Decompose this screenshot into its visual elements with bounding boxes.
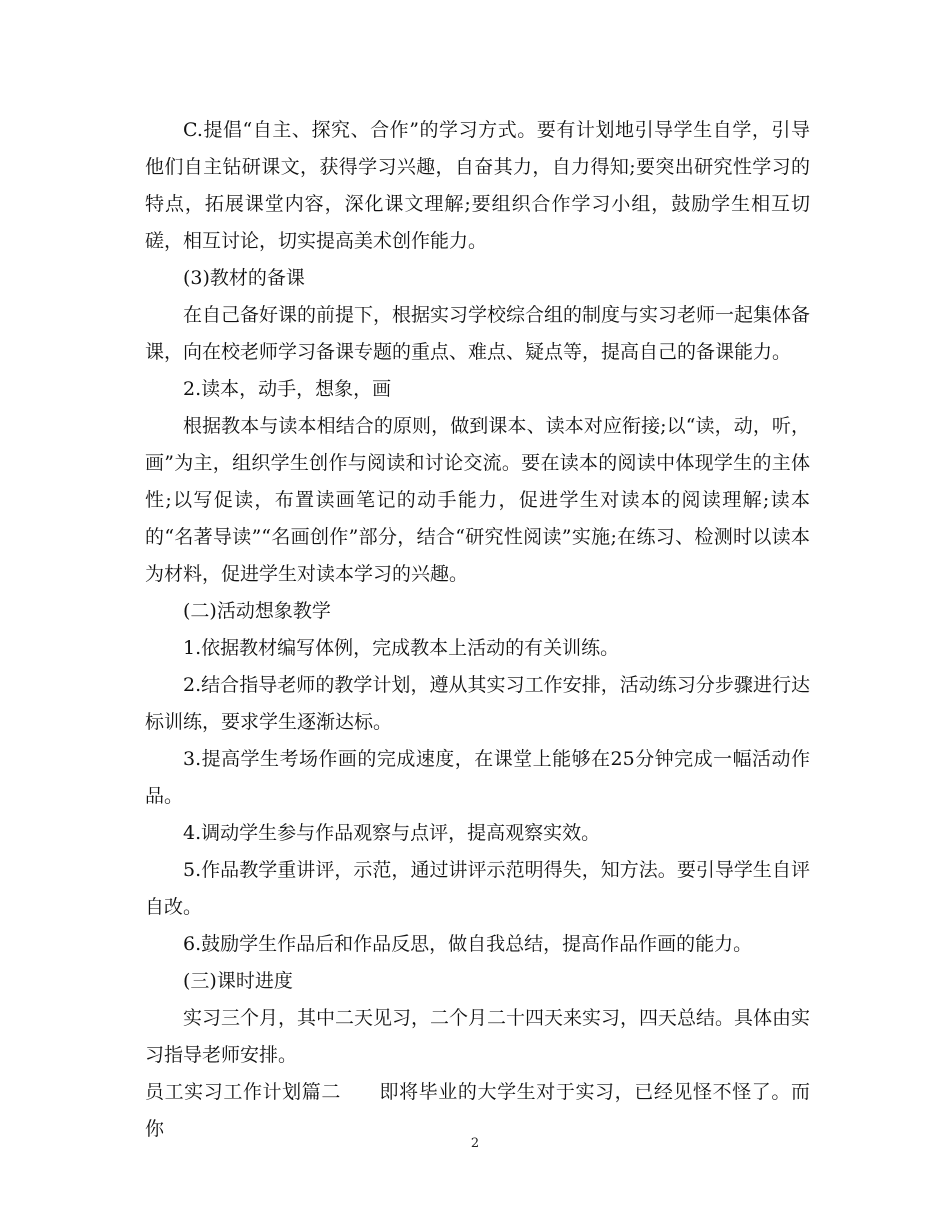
list-item-4: 4.调动学生参与作品观察与点评，提高观察实效。: [183, 822, 601, 844]
list-item-2: 2.结合指导老师的教学计划，遵从其实习工作安排，活动练习分步骤进行达标训练，要求学生逐渐达标。: [145, 674, 810, 733]
paragraph-collective-preparation: 在自己备好课的前提下，根据实习学校综合组的制度与实习老师一起集体备课，向在校老师学习备课专题的重点、难点、疑点等，提高自己的备课能力。: [145, 304, 811, 363]
section-intro-text: 即将毕业的大学生对于实习，已经见怪不怪了。而你: [145, 1081, 810, 1140]
heading-activity-teaching: (二)活动想象教学: [183, 600, 331, 622]
heading-reading-hands-on: 2.读本，动手，想象，画: [183, 378, 392, 400]
page-number: 2: [470, 1136, 480, 1151]
paragraph-learning-method: C.提倡“自主、探究、合作”的学习方式。要有计划地引导学生自学，引导他们自主钻研课文，获得学习兴趣，自奋其力，自力得知;要突出研究性学习的特点，拓展课堂内容，深化课文理解;要组织合作学习小组，鼓励学生相互切磋，相互讨论，切实提高美术创作能力。: [145, 119, 810, 252]
list-item-1: 1.依据教材编写体例，完成教本上活动的有关训练。: [183, 637, 620, 659]
list-item-5: 5.作品教学重讲评，示范，通过讲评示范明得失，知方法。要引导学生自评自改。: [145, 859, 810, 918]
heading-schedule: (三)课时进度: [183, 970, 293, 992]
heading-textbook-preparation: (3)教材的备课: [183, 267, 305, 289]
list-item-6: 6.鼓励学生作品后和作品反思，做自我总结，提高作品作画的能力。: [183, 933, 753, 955]
paragraph-reading-principles: 根据教本与读本相结合的原则，做到课本、读本对应衔接;以“读，动，听，画”为主，组织学生创作与阅读和讨论交流。要在读本的阅读中体现学生的主体性;以写促读，布置读画笔记的动手能力，促进学生对读本的阅读理解;读本的“名著导读”“名画创作”部分，结合“研究性阅读”实施;在练习、检测时以读本为材料，促进学生对读本学习的兴趣。: [145, 415, 810, 585]
document-body: [145, 112, 810, 1148]
section-heading: 员工实习工作计划篇二: [145, 1081, 341, 1103]
paragraph-schedule: 实习三个月，其中二天见习，二个月二十四天来实习，四天总结。具体由实习指导老师安排。: [145, 1007, 811, 1066]
list-item-3: 3.提高学生考场作画的完成速度，在课堂上能够在25分钟完成一幅活动作品。: [145, 748, 810, 807]
